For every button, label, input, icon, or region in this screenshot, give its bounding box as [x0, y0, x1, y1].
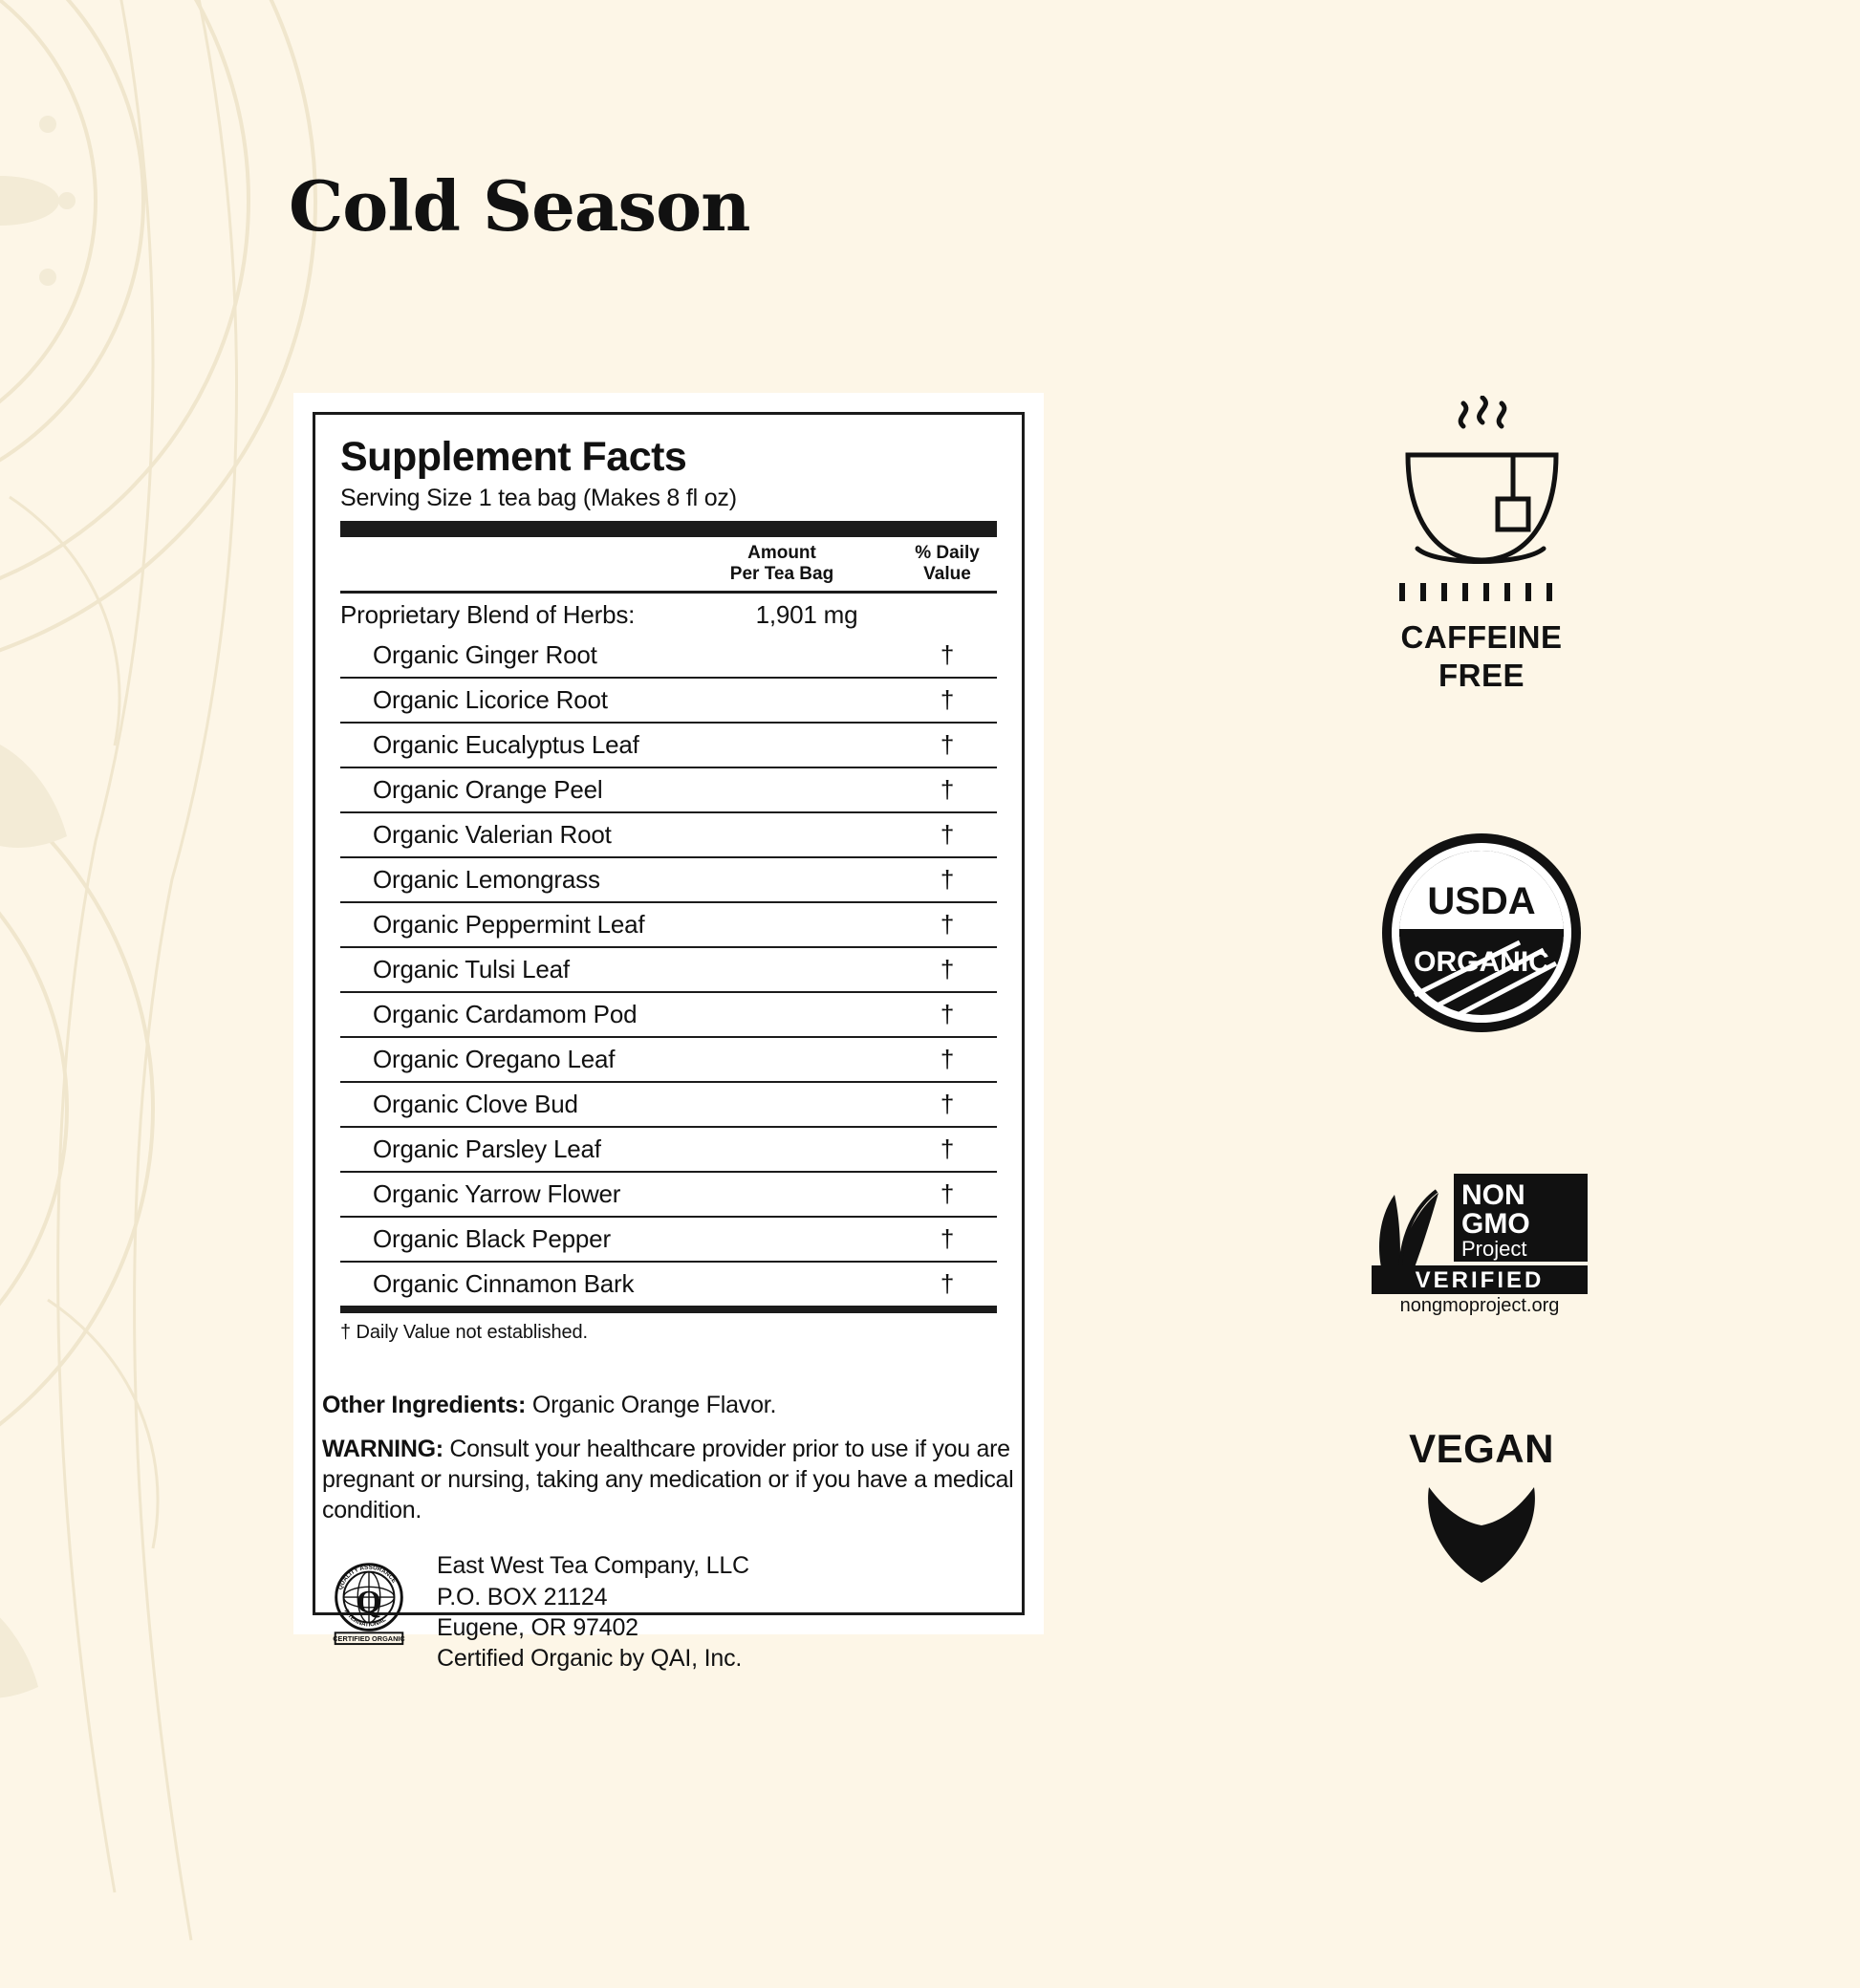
svg-text:GMO: GMO: [1461, 1208, 1530, 1241]
table-row: [340, 858, 997, 903]
table-row: [340, 768, 997, 813]
table-row: [340, 1218, 997, 1263]
svg-text:CERTIFIED ORGANIC: CERTIFIED ORGANIC: [333, 1634, 405, 1644]
other-ingredients-line: [322, 1392, 1029, 1419]
ingredient-name: Organic Eucalyptus Leaf: [373, 729, 639, 759]
table-row: [340, 1128, 997, 1173]
ingredient-name: Organic Peppermint Leaf: [373, 909, 645, 939]
ingredient-list: [340, 634, 997, 1307]
company-block: [322, 1550, 1029, 1674]
vegan-leaf-v-icon: [1419, 1476, 1544, 1590]
ingredient-daily-value: †: [940, 1178, 955, 1208]
ingredient-daily-value: †: [940, 909, 955, 939]
badge-caffeine-free: [1281, 396, 1682, 694]
company-name: East West Tea Company, LLC: [437, 1552, 749, 1580]
badge-non-gmo-verified: [1281, 1162, 1682, 1315]
ingredient-name: Organic Orange Peel: [373, 774, 603, 804]
svg-text:nongmoproject.org: nongmoproject.org: [1399, 1295, 1560, 1316]
svg-text:QUALITY ASSURANCE: QUALITY ASSURANCE: [336, 1564, 398, 1591]
other-ingredients-value: Organic Orange Flavor.: [531, 1392, 777, 1418]
ingredient-daily-value: †: [940, 639, 955, 669]
qai-certified-organic-seal-icon: [322, 1554, 416, 1648]
column-header-amount: Amount Per Tea Bag: [729, 543, 834, 584]
warning-label: WARNING:: [322, 1436, 443, 1462]
company-po-box: P.O. BOX 21124: [437, 1583, 608, 1610]
ingredient-name: Organic Clove Bud: [373, 1089, 578, 1118]
company-certification: Certified Organic by QAI, Inc.: [437, 1645, 743, 1672]
table-row: [340, 724, 997, 768]
ingredient-daily-value: †: [940, 864, 955, 894]
badge-usda-organic: [1281, 828, 1682, 1038]
svg-text:NON: NON: [1461, 1179, 1525, 1212]
column-header-daily-value: % Daily Value: [915, 543, 980, 584]
company-city-state-zip: Eugene, OR 97402: [437, 1613, 638, 1641]
table-row: [340, 1038, 997, 1083]
thick-divider: [340, 521, 997, 537]
warning-paragraph: [322, 1435, 1020, 1525]
badge-column: [1281, 382, 1682, 1590]
ingredient-name: Organic Valerian Root: [373, 819, 612, 849]
table-row: [340, 993, 997, 1038]
table-row: [340, 594, 997, 634]
serving-size-text: Serving Size 1 tea bag (Makes 8 fl oz): [340, 485, 737, 512]
ingredient-name: Organic Cardamom Pod: [373, 999, 638, 1028]
ingredient-daily-value: †: [940, 999, 955, 1028]
ingredient-daily-value: †: [940, 1268, 955, 1298]
non-gmo-project-verified-icon: [1362, 1162, 1601, 1315]
ingredient-name: Organic Oregano Leaf: [373, 1044, 616, 1073]
usda-organic-seal-icon: [1376, 828, 1587, 1038]
ingredient-name: Organic Yarrow Flower: [373, 1178, 621, 1208]
ingredient-daily-value: †: [940, 954, 955, 983]
table-column-headers: [340, 537, 997, 591]
caffeine-free-label: CAFFEINE FREE: [1400, 619, 1563, 693]
table-row: [340, 1263, 997, 1307]
ingredient-name: Organic Black Pepper: [373, 1223, 611, 1253]
warning-text: Consult your healthcare provider prior to use if you are pregnant or nursing, taking any medication or if you have a medical condition.: [322, 1436, 1014, 1523]
ingredient-name: Organic Parsley Leaf: [373, 1134, 601, 1163]
table-row: [340, 1173, 997, 1218]
svg-text:ORGANIC: ORGANIC: [1414, 946, 1549, 979]
ingredient-name: Organic Cinnamon Bark: [373, 1268, 635, 1298]
daily-value-footnote: † Daily Value not established.: [340, 1321, 589, 1343]
svg-text:Q: Q: [357, 1585, 381, 1621]
table-row: [340, 813, 997, 858]
ingredient-daily-value: †: [940, 1223, 955, 1253]
supplement-facts-heading: Supplement Facts: [340, 434, 687, 480]
company-address: [437, 1550, 749, 1674]
svg-text:INTERNATIONAL: INTERNATIONAL: [342, 1609, 388, 1629]
table-row: [340, 948, 997, 993]
badge-vegan: [1281, 1426, 1682, 1590]
page-title: Cold Season: [289, 165, 750, 247]
svg-text:USDA: USDA: [1427, 880, 1536, 923]
blend-amount: 1,901 mg: [755, 599, 858, 629]
table-row: [340, 1083, 997, 1128]
ingredient-daily-value: †: [940, 819, 955, 849]
ingredient-name: Organic Ginger Root: [373, 639, 597, 669]
table-row: [340, 679, 997, 724]
label-bottom-text: [322, 1374, 1029, 1674]
svg-text:VERIFIED: VERIFIED: [1415, 1267, 1545, 1294]
ingredient-name: Organic Lemongrass: [373, 864, 600, 894]
table-row: [340, 634, 997, 679]
blend-name: Proprietary Blend of Herbs:: [340, 599, 636, 629]
vegan-label: VEGAN: [1409, 1426, 1554, 1472]
ingredient-daily-value: †: [940, 774, 955, 804]
tea-cup-icon: [1379, 396, 1585, 601]
ingredient-daily-value: †: [940, 1089, 955, 1118]
other-ingredients-label: Other Ingredients:: [322, 1392, 527, 1418]
ingredient-daily-value: †: [940, 1044, 955, 1073]
ingredient-daily-value: †: [940, 684, 955, 714]
ingredient-name: Organic Licorice Root: [373, 684, 608, 714]
ingredient-name: Organic Tulsi Leaf: [373, 954, 570, 983]
svg-text:Project: Project: [1461, 1237, 1527, 1262]
table-row: [340, 903, 997, 948]
ingredient-daily-value: †: [940, 1134, 955, 1163]
ingredient-daily-value: †: [940, 729, 955, 759]
